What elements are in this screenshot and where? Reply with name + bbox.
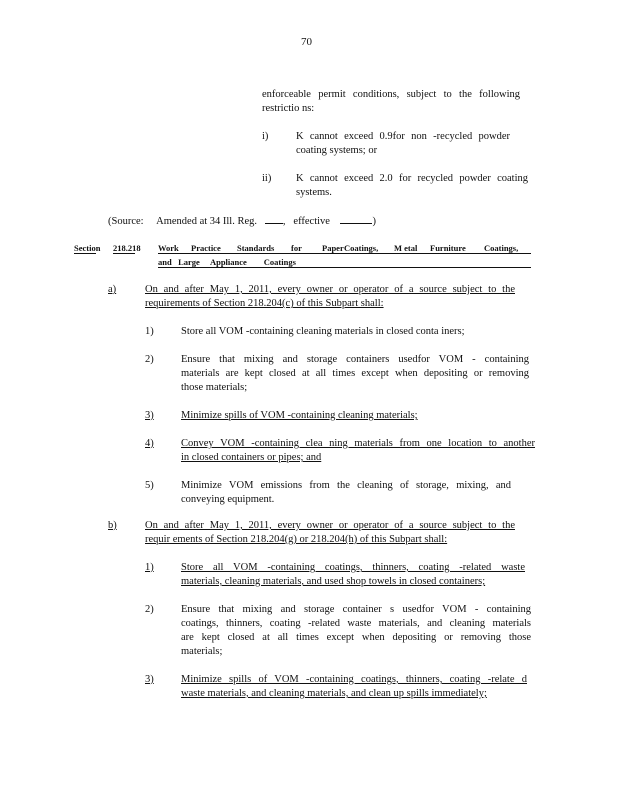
section-title-word: Standards — [237, 243, 275, 253]
source-blank-2 — [340, 213, 372, 224]
intro-item-line: K cannot exceed 2.0 for recycled powder coating — [296, 173, 528, 184]
list-item-label: 3) — [145, 674, 154, 685]
section-number: 218.218 — [113, 243, 141, 253]
list-item-line: Minimize VOM emissions from the cleaning of storage, mixing, and — [181, 480, 511, 491]
subsection-a-line-2: requirements of Section 218.204(c) of this Subpart shall: — [145, 298, 384, 309]
section-title-word: Coatings, — [344, 243, 379, 253]
source-prefix: (Source: — [108, 216, 144, 227]
section-title-line-2: and Large Appliance Coatings — [158, 257, 296, 267]
section-title-word: Work — [158, 243, 179, 253]
list-item-line: materials, cleaning materials, and used shop towels in closed containers; — [181, 576, 486, 587]
list-item-line: materials are kept closed at all times except when depositing or removing — [181, 368, 529, 379]
list-item-line: coatings, thinners, coating -related waste materials, and cleaning materials — [181, 618, 531, 629]
list-item-label: 1) — [145, 326, 154, 337]
intro-line-2: restrictio ns: — [262, 103, 315, 114]
intro-item-line: systems. — [296, 187, 332, 198]
list-item-label: 2) — [145, 604, 154, 615]
source-text: Amended at 34 Ill. Reg. — [156, 216, 258, 227]
list-item-line: Minimize spills of VOM -containing coatings, thinners, coating -relate d — [181, 674, 527, 685]
section-number-underline — [113, 253, 135, 254]
section-word: Section — [74, 243, 101, 253]
list-item-line: Store all VOM -containing coatings, thinners, coating -related waste — [181, 562, 525, 573]
list-item-line: those materials; — [181, 382, 248, 393]
intro-item-line: K cannot exceed 0.9for non -recycled powder — [296, 131, 510, 142]
section-title-word: for — [291, 243, 302, 253]
section-word-underline — [74, 253, 96, 254]
source-note: (Source: Amended at 34 Ill. Reg. , effective ) — [108, 213, 376, 229]
list-item-label: 5) — [145, 480, 154, 491]
page-number: 70 — [301, 36, 312, 48]
list-item-label: 1) — [145, 562, 154, 573]
intro-item-label: ii) — [262, 173, 272, 184]
subsection-b-label: b) — [108, 520, 117, 531]
list-item-line: conveying equipment. — [181, 494, 275, 505]
subsection-a-label: a) — [108, 284, 117, 295]
subsection-a-line-1: On and after May 1, 2011, every owner or operator of a source subject to the — [145, 284, 515, 295]
list-item-line: in closed containers or pipes; and — [181, 452, 322, 463]
list-item-line: Minimize spills of VOM -containing cleaning materials; — [181, 410, 418, 421]
section-title-word: Furniture — [430, 243, 466, 253]
source-blank-1 — [265, 213, 283, 224]
list-item-line: Convey VOM -containing clea ning materials from one location to another — [181, 438, 535, 449]
list-item-line: Store all VOM -containing cleaning materials in closed conta iners; — [181, 326, 465, 337]
list-item-label: 4) — [145, 438, 154, 449]
section-title-word: M etal — [394, 243, 418, 253]
section-title-word: Paper — [322, 243, 344, 253]
section-title-word: Practice — [191, 243, 221, 253]
list-item-label: 3) — [145, 410, 154, 421]
list-item-line: are kept closed at all times except when depositing or removing those — [181, 632, 531, 643]
intro-item-label: i) — [262, 131, 269, 142]
section-title-underline-2 — [158, 267, 531, 268]
list-item-line: waste materials, and cleaning materials, and clean up spills immediately; — [181, 688, 487, 699]
intro-item-line: coating systems; or — [296, 145, 378, 156]
subsection-b-line-1: On and after May 1, 2011, every owner or operator of a source subject to the — [145, 520, 515, 531]
section-title-word: Coatings, — [484, 243, 519, 253]
list-item-line: Ensure that mixing and storage containers usedfor VOM - containing — [181, 354, 529, 365]
source-effective: effective — [293, 216, 330, 227]
section-title-underline-1 — [158, 253, 531, 254]
intro-line-1: enforceable permit conditions, subject to the following — [262, 89, 520, 100]
list-item-line: materials; — [181, 646, 223, 657]
list-item-line: Ensure that mixing and storage container s usedfor VOM - containing — [181, 604, 531, 615]
subsection-b-line-2: requir ements of Section 218.204(g) or 218.204(h) of this Subpart shall: — [145, 534, 448, 545]
list-item-label: 2) — [145, 354, 154, 365]
